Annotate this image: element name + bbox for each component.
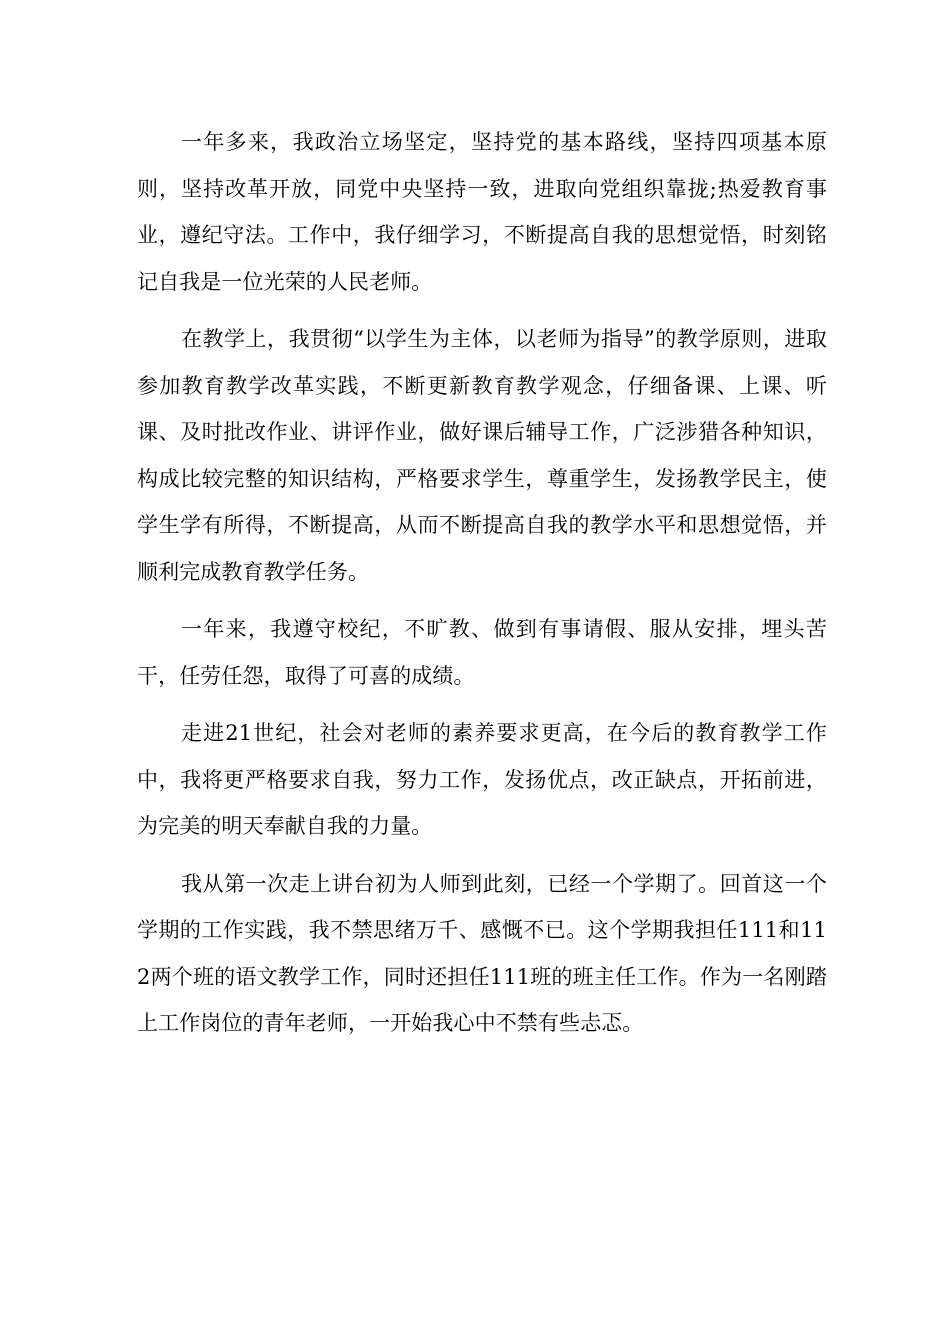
- paragraph-teaching-work: 在教学上，我贯彻“以学生为主体，以老师为指导”的教学原则，进取参加教育教学改革实践，不断更新教育教学观念，仔细备课、上课、听课、及时批改作业、讲评作业，做好课后辅导工作，广泛涉猎各种知识，构成比较完整的知识结构，严格要求学生，尊重学生，发扬教学民主，使学生学有所得，不断提高，从而不断提高自我的教学水平和思想觉悟，并顺利完成教育教学任务。: [137, 327, 827, 584]
- paragraph-future-plans: 走进21世纪，社会对老师的素养要求更高，在今后的教育教学工作中，我将更严格要求自我，努力工作，发扬优点，改正缺点，开拓前进，为完美的明天奉献自我的力量。: [137, 721, 827, 838]
- paragraph-semester-review: 我从第一次走上讲台初为人师到此刻，已经一个学期了。回首这一个学期的工作实践，我不禁思绪万千、感慨不已。这个学期我担任111和112两个班的语文教学工作，同时还担任111班的班主任工作。作为一名刚踏上工作岗位的青年老师，一开始我心中不禁有些忐忑。: [137, 871, 827, 1035]
- document-body: [137, 119, 827, 1058]
- paragraph-discipline: 一年来，我遵守校纪，不旷教、做到有事请假、服从安排，埋头苦干，任劳任怨，取得了可喜的成绩。: [137, 617, 827, 688]
- paragraph-political-stance: 一年多来，我政治立场坚定，坚持党的基本路线，坚持四项基本原则，坚持改革开放，同党中央坚持一致，进取向党组织靠拢;热爱教育事业，遵纪守法。工作中，我仔细学习，不断提高自我的思想觉悟，时刻铭记自我是一位光荣的人民老师。: [137, 130, 827, 294]
